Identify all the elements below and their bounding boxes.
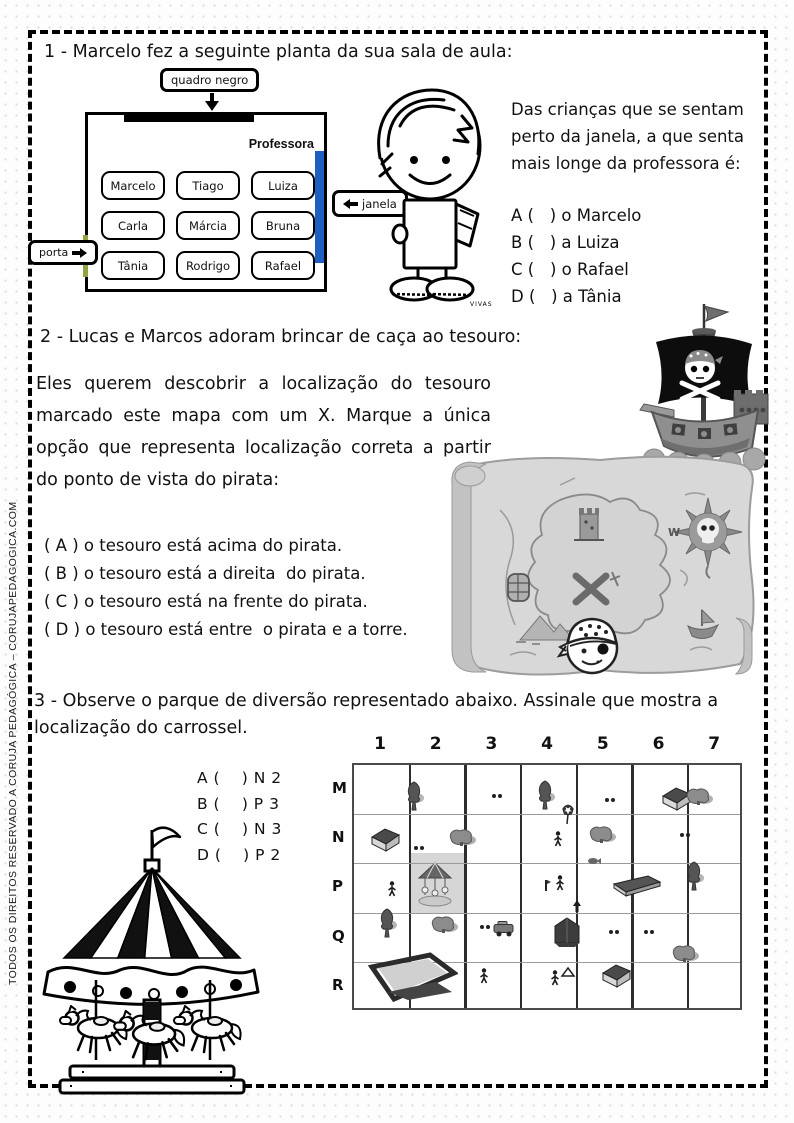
desk-rodrigo: Rodrigo <box>176 251 240 280</box>
map-house-icon <box>597 961 635 989</box>
q2-option-d: ( D ) o tesouro está entre o pirata e a torre. <box>44 620 408 639</box>
map-tree-icon <box>376 908 398 938</box>
grid-col-label: 1 <box>374 734 386 754</box>
q3-option-b: B ( ) P 3 <box>197 794 280 813</box>
q3-option-a: A ( ) N 2 <box>197 769 282 787</box>
q2-option-c: ( C ) o tesouro está na frente do pirata. <box>44 592 368 611</box>
svg-text:W: W <box>668 526 681 539</box>
q2-body-text: Eles querem descobrir a localização do tesouro marcado este mapa com um X. Marque a única opção que representa localização correta a partir do ponto de vista do pirata: <box>36 374 491 490</box>
map-person-icon <box>550 970 560 986</box>
left-arrow-icon <box>343 199 358 209</box>
teacher-label: Professora <box>248 137 314 151</box>
map-fish-icon <box>587 857 601 865</box>
grid-row-label: N <box>332 827 345 846</box>
desk-marcelo: Marcelo <box>101 171 165 200</box>
q1-option-c: C ( ) o Rafael <box>511 260 629 279</box>
copyright-vertical-text: TODOS OS DIREITOS RESERVADO A CORUJA PEDAGÓGICA – CORUJAPEDAGOGICA.COM <box>7 501 19 985</box>
map-tree-icon <box>534 780 556 810</box>
map-sign-icon <box>541 878 551 892</box>
q1-option-a: A ( ) o Marcelo <box>511 206 642 225</box>
map-person-icon <box>553 831 563 847</box>
q2-options <box>44 532 408 644</box>
map-arrow-icon <box>572 898 582 914</box>
q1-title: 1 - Marcelo fez a seguinte planta da sua sala de aula: <box>44 42 513 62</box>
window-bar <box>315 151 324 263</box>
map-mark-icon <box>643 929 655 935</box>
map-pool-icon <box>366 951 458 1003</box>
q2-title: 2 - Lucas e Marcos adoram brincar de caça ao tesouro: <box>40 327 522 347</box>
grid-col-label: 2 <box>429 734 442 754</box>
grid-col-label: 6 <box>652 734 665 754</box>
carousel-illustration <box>34 822 268 1098</box>
grid-row-label: M <box>332 778 347 797</box>
q1-question-text: Das crianças que se sentam perto da janela, a que senta mais longe da professora é: <box>511 100 745 173</box>
door-sign-label: porta <box>39 246 69 259</box>
grid-col-label: 5 <box>596 734 609 754</box>
map-mark-icon <box>608 929 620 935</box>
map-person-icon <box>479 968 489 984</box>
desk-carla: Carla <box>101 211 165 240</box>
map-mark-icon <box>679 832 691 838</box>
map-bush-icon <box>447 827 477 847</box>
grid-col-label: 4 <box>541 734 554 754</box>
grid-row-label: Q <box>332 926 345 945</box>
q1-option-b: B ( ) a Luiza <box>511 233 620 252</box>
treasure-map-illustration <box>440 440 770 688</box>
map-bush-icon <box>429 914 459 934</box>
blackboard-bar <box>124 113 254 122</box>
desk-tania: Tânia <box>101 251 165 280</box>
artist-signature: VIVAS <box>470 301 493 308</box>
desk-luiza: Luiza <box>251 171 315 200</box>
grid-row-label: R <box>332 976 344 995</box>
door-sign <box>28 240 98 265</box>
desk-grid <box>101 171 315 280</box>
map-bush-icon <box>684 786 714 806</box>
window-sign-label: janela <box>362 196 397 211</box>
q1-option-d: D ( ) a Tânia <box>511 287 622 306</box>
map-house-icon <box>366 825 404 853</box>
grid-vline <box>520 765 522 1008</box>
map-mark-icon <box>413 845 425 851</box>
grid-hline <box>354 814 740 815</box>
map-tree-icon <box>683 861 705 891</box>
map-mark-icon <box>604 797 616 803</box>
grid-col-label: 3 <box>485 734 498 754</box>
map-mark-icon <box>491 793 503 799</box>
blackboard-sign <box>160 68 259 92</box>
map-tree-icon <box>403 781 425 811</box>
boy-illustration <box>366 82 494 308</box>
map-bush-icon <box>670 943 700 963</box>
map-triangle-icon <box>560 966 576 978</box>
map-person-icon <box>387 881 397 897</box>
grid-vline <box>464 765 466 1008</box>
blackboard-sign-label: quadro negro <box>171 73 249 87</box>
map-car-icon <box>492 921 516 938</box>
q1-question-block <box>511 96 767 310</box>
desk-marcia: Márcia <box>176 211 240 240</box>
map-tent-icon <box>552 916 582 948</box>
desk-bruna: Bruna <box>251 211 315 240</box>
q3-option-c: C ( ) N 3 <box>197 820 282 838</box>
grid-hline <box>354 913 740 914</box>
map-flower-icon <box>560 804 576 826</box>
right-arrow-icon <box>72 248 87 258</box>
down-arrow-icon <box>204 93 220 112</box>
park-map <box>332 734 746 1016</box>
map-bush-icon <box>587 824 617 844</box>
q2-option-b: ( B ) o tesouro está a direita do pirata. <box>44 564 366 583</box>
barrel-icon <box>508 574 529 601</box>
desk-tiago: Tiago <box>176 171 240 200</box>
q3-title: 3 - Observe o parque de diversão representado abaixo. Assinale que mostra a localização do carrossel. <box>34 691 719 738</box>
grid-col-label: 7 <box>708 734 721 754</box>
map-mark-icon <box>479 924 491 930</box>
classroom-plan <box>85 112 327 292</box>
map-building-icon <box>612 874 662 898</box>
desk-rafael: Rafael <box>251 251 315 280</box>
grid-row-label: P <box>332 877 343 896</box>
map-person-icon <box>555 875 565 891</box>
q3-option-d: D ( ) P 2 <box>197 845 281 864</box>
map-carousel-icon <box>415 861 455 909</box>
park-grid <box>352 763 742 1010</box>
q2-option-a: ( A ) o tesouro está acima do pirata. <box>44 536 343 555</box>
